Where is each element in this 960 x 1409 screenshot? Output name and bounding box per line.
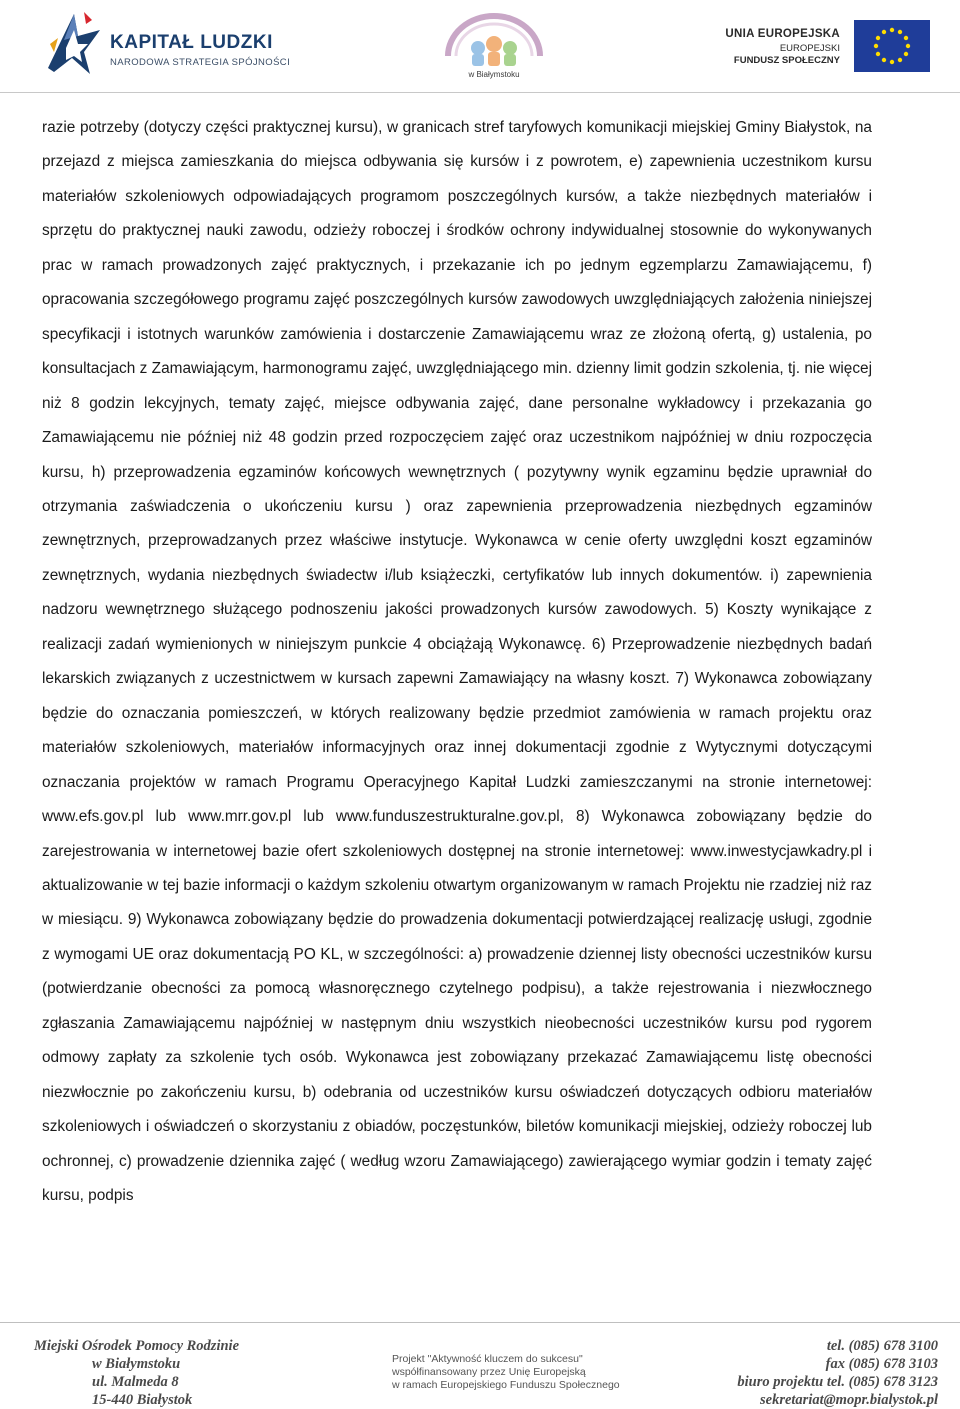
kapital-ludzki-title: KAPITAŁ LUDZKI [110,32,273,53]
footer-address-line: Miejski Ośrodek Pomocy Rodzinie [34,1338,240,1354]
footer-fax: fax (085) 678 3103 [825,1356,938,1372]
footer-address [34,1337,239,1409]
eu-efs-logo [725,14,930,76]
kapital-ludzki-subtitle: NARODOWA STRATEGIA SPÓJNOŚCI [110,57,291,68]
footer-phone: tel. (085) 678 3100 [826,1338,938,1354]
page-header [0,0,960,92]
page-footer [0,1323,960,1406]
footer-address-line: 15-440 Białystok [92,1392,193,1408]
footer-contact [737,1337,938,1409]
header-divider [0,92,960,93]
eu-text-block [725,28,840,66]
footer-project-line: współfinansowany przez Unię Europejską [392,1366,586,1378]
footer-address-line: w Białymstoku [92,1356,181,1372]
eu-line-3: FUNDUSZ SPOŁECZNY [733,55,840,66]
kapital-ludzki-emblem-icon [44,8,104,76]
eu-flag-icon [854,20,930,72]
project-logo-caption: w Białymstoku [468,70,520,79]
document-body [42,111,872,1214]
eu-line-2: EUROPEJSKI [779,43,840,54]
eu-line-1: UNIA EUROPEJSKA [725,28,840,40]
footer-project-phone: biuro projektu tel. (085) 678 3123 [737,1374,938,1390]
mopr-project-logo [434,6,554,82]
footer-address-line: ul. Malmeda 8 [92,1374,179,1390]
body-paragraph: razie potrzeby (dotyczy części praktycznej kursu), w granicach stref taryfowych komunikacji miejskiej Gminy Białystok, na przejazd z miejsca zamieszkania do miejsca odbywania się kursów i z powrotem, e) zapewnienia uczestnikom kursu materiałów szkoleniowych odpowiadających programom poszczególnych kursów, a także niezbędnych materiałów i sprzętu do praktycznej nauki zawodu, odzieży roboczej i środków ochrony indywidualnej stosownie do wykonywanych prac w ramach prowadzonych zajęć praktycznych, i przekazanie ich po jednym egzemplarzu Zamawiającemu, f) opracowania szczegółowego programu zajęć poszczególnych kursów zawodowych uwzględniających założenia niniejszej specyfikacji i istotnych warunków zamówienia i dostarczenie Zamawiającemu wraz ze złożoną ofertą, g) ustalenia, po konsultacjach z Zamawiającym, harmonogramu zajęć, uwzględniającego min. dzienny limit godzin szkolenia, tj. nie więcej niż 8 godzin lekcyjnych, tematy zajęć, miejsce odbywania zajęć, dane personalne wykładowcy i przekazania go Zamawiającemu nie później niż 48 godzin przed rozpoczęciem zajęć oraz uczestnikom najpóźniej w dniu rozpoczęcia kursu, h) przeprowadzenia egzaminów końcowych wewnętrznych ( pozytywny wynik egzaminu będzie uprawniał do otrzymania zaświadczenia o ukończeniu kursu ) oraz zapewnienia przeprowadzenia niezbędnych egzaminów zewnętrznych, przeprowadzanych przez właściwe instytucje. Wykonawca w cenie oferty uwzględni koszt egzaminów zewnętrznych, wydania niezbędnych świadectw i/lub książeczki, certyfikatów lub innych dokumentów. i) zapewnienia nadzoru wewnętrznego służącego podnoszeniu jakości prowadzonych kursów zawodowych. 5) Koszty wynikające z realizacji zadań wymienionych w niniejszym punkcie 4 obciążają Wykonawcę. 6) Przeprowadzenie niezbędnych badań lekarskich związanych z uczestnictwem w kursach zapewni Zamawiający na własny koszt. 7) Wykonawca zobowiązany będzie do oznaczania pomieszczeń, w których realizowany będzie przedmiot zamówienia w ramach projektu oraz materiałów szkoleniowych, materiałów informacyjnych oraz innej dokumentacji zgodnie z Wytycznymi dotyczącymi oznaczania projektów w ramach Programu Operacyjnego Kapitał Ludzki zamieszczanymi na stronie internetowej: www.efs.gov.pl lub www.mrr.gov.pl lub www.funduszestrukturalne.gov.pl, 8) Wykonawca zobowiązany będzie do zarejestrowania w internetowej bazie ofert szkoleniowych dostępnej na stronie internetowej: www.inwestycjawkadry.pl i aktualizowanie w tej bazie informacji o każdym szkoleniu otwartym organizowanym w ramach Projektu nie rzadziej niż raz w miesiącu. 9) Wykonawca zobowiązany będzie do prowadzenia dokumentacji potwierdzającej realizację usługi, zgodnie z wymogami UE oraz dokumentacją PO KL, w szczególności: a) prowadzenie dziennej listy obecności uczestników kursu (potwierdzanie obecności za pomocą własnoręcznego czytelnego podpisu), a także rejestrowania i niezwłocznego zgłaszania Zamawiającemu najpóźniej w następnym dniu wszystkich nieobecności uczestników kursu pod rygorem odmowy zapłaty za szkolenie tych osób. Wykonawca jest zobowiązany przekazać Zamawiającemu listę obecności niezwłocznie po zakończeniu kursu, b) odebrania od uczestników kursu oświadczeń dotyczących odbioru materiałów szkoleniowych i oświadczeń o skorzystaniu z obiadów, poczęstunków, biletów komunikacji miejskiej, odzieży roboczej lub ochronnej, c) prowadzenie dziennika zajęć ( według wzoru Zamawiającego) zawierającego wymiar godzin i tematy zajęć kursu, podpis [42,119,872,1205]
kapital-ludzki-logo [44,8,294,78]
footer-project-line: w ramach Europejskiego Funduszu Społecznego [392,1379,620,1391]
project-emblem-icon [434,6,554,70]
footer-email: sekretariat@mopr.bialystok.pl [759,1392,938,1408]
footer-project-line: Projekt "Aktywność kluczem do sukcesu" [392,1353,583,1365]
footer-project-info [392,1353,620,1392]
